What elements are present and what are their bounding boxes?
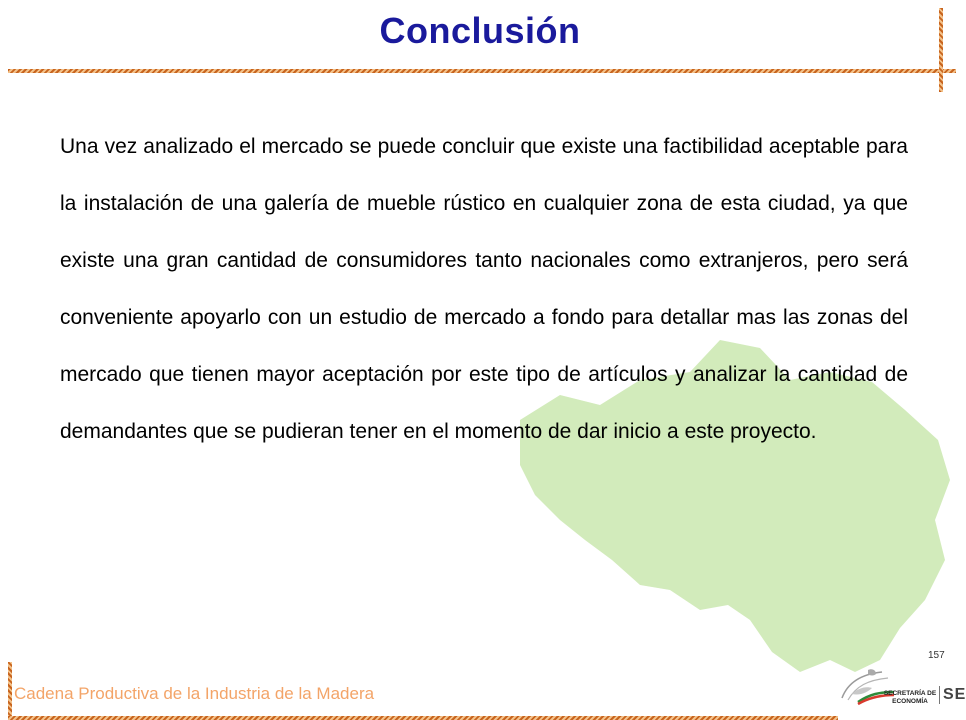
header-rule-vertical	[939, 8, 943, 92]
secretaria-economia-logo	[838, 664, 966, 720]
footer-caption: Cadena Productiva de la Industria de la Madera	[14, 684, 375, 703]
footer-rule-vertical	[8, 662, 12, 720]
slide-title: Conclusión	[379, 10, 581, 51]
footer-rule	[8, 716, 838, 720]
logo-label	[880, 690, 940, 706]
logo-line-1: SECRETARÍA DE	[883, 690, 937, 697]
logo-mark: SE	[939, 686, 966, 704]
logo-line-2: ECONOMÍA	[892, 698, 928, 705]
conclusion-paragraph: Una vez analizado el mercado se puede concluir que existe una factibilidad aceptable para la instalación de una galería de mueble rústico en cualquier zona de esta ciudad, ya que existe una gran cantidad de consumidores tanto nacionales como extranjeros, pero será conveniente apoyarlo con un estudio de mercado a fondo para detallar mas las zonas del mercado que tienen mayor aceptación por este tipo de artículos y analizar la cantidad de demandantes que se pudieran tener en el momento de dar inicio a este proyecto.	[60, 135, 908, 443]
header-rule	[8, 69, 956, 73]
page-number: 157	[928, 650, 945, 661]
